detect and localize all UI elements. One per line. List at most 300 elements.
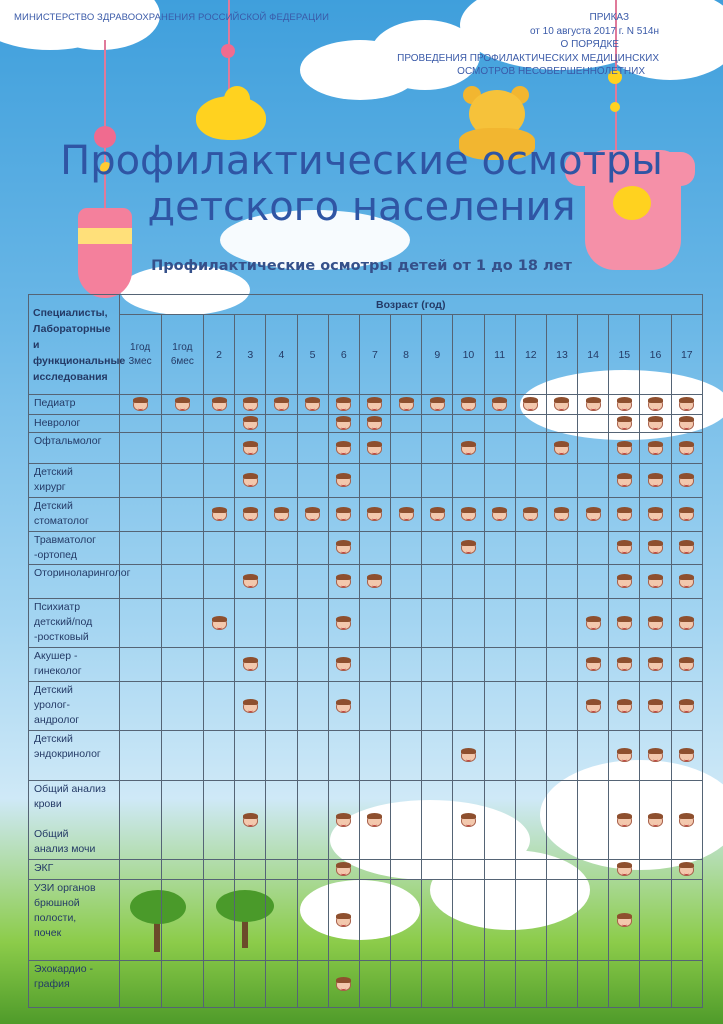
baby-face-icon [399, 508, 414, 521]
schedule-cell [422, 433, 453, 463]
baby-face-icon [617, 575, 632, 588]
schedule-cell [266, 781, 297, 860]
schedule-cell [671, 730, 702, 781]
baby-face-icon [679, 541, 694, 554]
age-header: 14 [578, 315, 609, 395]
baby-face-icon [679, 749, 694, 762]
baby-face-icon [586, 508, 601, 521]
age-header: 15 [609, 315, 640, 395]
schedule-cell [609, 682, 640, 731]
schedule-cell [391, 395, 422, 415]
schedule-cell [266, 433, 297, 463]
baby-face-icon [461, 541, 476, 554]
baby-face-icon [679, 814, 694, 827]
baby-face-icon [336, 508, 351, 521]
baby-face-icon [461, 749, 476, 762]
age-header: 9 [422, 315, 453, 395]
baby-face-icon [336, 474, 351, 487]
schedule-cell [203, 880, 234, 961]
schedule-cell [578, 498, 609, 531]
schedule-cell [266, 730, 297, 781]
age-header: 1год 6мес [161, 315, 203, 395]
schedule-cell [609, 433, 640, 463]
schedule-cell [578, 415, 609, 433]
schedule-cell [453, 647, 484, 681]
schedule-cell [266, 395, 297, 415]
schedule-cell [422, 880, 453, 961]
schedule-cell [203, 599, 234, 648]
schedule-cell [640, 564, 671, 598]
schedule-cell [203, 730, 234, 781]
schedule-cell [546, 531, 577, 564]
schedule-cell [640, 647, 671, 681]
schedule-cell [203, 395, 234, 415]
schedule-cell [119, 415, 161, 433]
schedule-cell [671, 531, 702, 564]
baby-face-icon [617, 508, 632, 521]
table-row [29, 564, 703, 598]
schedule-cell [297, 463, 328, 497]
schedule-cell [391, 730, 422, 781]
schedule-cell [391, 647, 422, 681]
schedule-cell [484, 395, 515, 415]
schedule-cell [671, 781, 702, 860]
baby-face-icon [461, 814, 476, 827]
schedule-cell [671, 433, 702, 463]
baby-face-icon [336, 417, 351, 430]
schedule-cell [328, 463, 359, 497]
schedule-cell [609, 880, 640, 961]
specialist-label: Эхокардио - графия [29, 961, 120, 1008]
schedule-cell [515, 961, 546, 1008]
baby-face-icon [399, 398, 414, 411]
schedule-cell [235, 498, 266, 531]
baby-face-icon [679, 398, 694, 411]
schedule-cell [453, 531, 484, 564]
baby-face-icon [523, 398, 538, 411]
schedule-cell [453, 961, 484, 1008]
schedule-cell [266, 564, 297, 598]
schedule-cell [671, 599, 702, 648]
baby-face-icon [648, 749, 663, 762]
schedule-cell [640, 961, 671, 1008]
baby-face-icon [243, 700, 258, 713]
schedule-cell [609, 463, 640, 497]
schedule-cell [266, 961, 297, 1008]
schedule-cell [359, 531, 390, 564]
schedule-cell [266, 647, 297, 681]
schedule-cell [161, 415, 203, 433]
schedule-cell [235, 961, 266, 1008]
schedule-cell [297, 395, 328, 415]
schedule-cell [161, 647, 203, 681]
schedule-cell [391, 531, 422, 564]
schedule-cell [266, 463, 297, 497]
schedule-cell [297, 880, 328, 961]
specialist-label: Детский стоматолог [29, 498, 120, 531]
specialist-label: Невролог [29, 415, 120, 433]
schedule-cell [453, 498, 484, 531]
schedule-cell [391, 415, 422, 433]
schedule-cell [161, 433, 203, 463]
schedule-cell [328, 880, 359, 961]
specialist-label: УЗИ органов брюшной полости, почек [29, 880, 120, 961]
baby-face-icon [617, 617, 632, 630]
baby-face-icon [274, 508, 289, 521]
schedule-cell [297, 498, 328, 531]
schedule-cell [640, 880, 671, 961]
baby-face-icon [243, 442, 258, 455]
schedule-cell [484, 961, 515, 1008]
schedule-cell [578, 463, 609, 497]
schedule-cell [359, 961, 390, 1008]
baby-face-icon [617, 814, 632, 827]
schedule-cell [578, 880, 609, 961]
baby-face-icon [648, 474, 663, 487]
schedule-cell [391, 961, 422, 1008]
schedule-cell [422, 564, 453, 598]
schedule-cell [391, 860, 422, 880]
schedule-cell [546, 860, 577, 880]
schedule-cell [359, 781, 390, 860]
schedule-cell [484, 415, 515, 433]
specialist-label: Детский хирург [29, 463, 120, 497]
schedule-cell [161, 395, 203, 415]
baby-face-icon [336, 658, 351, 671]
schedule-cell [266, 531, 297, 564]
baby-face-icon [243, 474, 258, 487]
baby-face-icon [461, 398, 476, 411]
schedule-cell [546, 415, 577, 433]
baby-face-icon [336, 398, 351, 411]
baby-face-icon [648, 508, 663, 521]
baby-face-icon [679, 658, 694, 671]
schedule-cell [640, 730, 671, 781]
schedule-cell [609, 531, 640, 564]
baby-face-icon [648, 658, 663, 671]
baby-face-icon [367, 417, 382, 430]
schedule-cell [235, 860, 266, 880]
schedule-cell [515, 599, 546, 648]
schedule-cell [422, 682, 453, 731]
schedule-cell [609, 961, 640, 1008]
schedule-cell [609, 395, 640, 415]
age-header: 16 [640, 315, 671, 395]
baby-face-icon [336, 914, 351, 927]
schedule-cell [203, 647, 234, 681]
age-header: 8 [391, 315, 422, 395]
schedule-cell [119, 395, 161, 415]
table-row [29, 395, 703, 415]
schedule-cell [640, 433, 671, 463]
specialist-label: ЭКГ [29, 860, 120, 880]
age-header: 7 [359, 315, 390, 395]
table-row [29, 781, 703, 860]
schedule-cell [515, 880, 546, 961]
baby-face-icon [175, 398, 190, 411]
baby-face-icon [554, 398, 569, 411]
schedule-cell [546, 961, 577, 1008]
schedule-cell [484, 463, 515, 497]
schedule-cell [203, 433, 234, 463]
schedule-cell [161, 599, 203, 648]
schedule-cell [515, 730, 546, 781]
schedule-cell [671, 463, 702, 497]
schedule-cell [235, 682, 266, 731]
specialist-label: Оториноларинголог [29, 564, 120, 598]
schedule-cell [546, 647, 577, 681]
schedule-cell [328, 647, 359, 681]
schedule-cell [453, 682, 484, 731]
schedule-cell [609, 860, 640, 880]
schedule-cell [546, 880, 577, 961]
schedule-cell [161, 860, 203, 880]
schedule-cell [484, 433, 515, 463]
schedule-cell [161, 880, 203, 961]
schedule-cell [359, 395, 390, 415]
baby-face-icon [648, 814, 663, 827]
schedule-cell [359, 599, 390, 648]
schedule-cell [515, 531, 546, 564]
baby-face-icon [554, 508, 569, 521]
schedule-cell [515, 463, 546, 497]
schedule-cell [161, 498, 203, 531]
age-header: 17 [671, 315, 702, 395]
schedule-cell [578, 730, 609, 781]
schedule-cell [203, 781, 234, 860]
baby-face-icon [274, 398, 289, 411]
baby-face-icon [305, 398, 320, 411]
schedule-cell [203, 682, 234, 731]
schedule-cell [640, 463, 671, 497]
baby-face-icon [367, 508, 382, 521]
schedule-cell [203, 564, 234, 598]
schedule-cell [391, 781, 422, 860]
schedule-cell [203, 860, 234, 880]
schedule-cell [671, 415, 702, 433]
schedule-cell [515, 395, 546, 415]
schedule-cell [235, 880, 266, 961]
schedule-cell [266, 682, 297, 731]
schedule-cell [161, 961, 203, 1008]
schedule-cell [578, 564, 609, 598]
schedule-cell [161, 781, 203, 860]
table-row [29, 880, 703, 961]
baby-face-icon [336, 442, 351, 455]
schedule-cell [609, 498, 640, 531]
schedule-cell [609, 599, 640, 648]
baby-face-icon [679, 442, 694, 455]
exam-schedule-table [28, 294, 703, 1008]
schedule-cell [391, 880, 422, 961]
baby-face-icon [617, 749, 632, 762]
schedule-cell [484, 531, 515, 564]
baby-face-icon [586, 398, 601, 411]
schedule-cell [328, 599, 359, 648]
page-title [0, 138, 723, 230]
baby-face-icon [648, 700, 663, 713]
schedule-cell [609, 647, 640, 681]
baby-face-icon [586, 700, 601, 713]
schedule-cell [297, 599, 328, 648]
schedule-cell [640, 860, 671, 880]
schedule-cell [671, 682, 702, 731]
schedule-cell [484, 682, 515, 731]
schedule-cell [422, 860, 453, 880]
baby-face-icon [679, 417, 694, 430]
schedule-cell [119, 463, 161, 497]
table-body [29, 395, 703, 1008]
age-group-header: Возраст (год) [119, 295, 702, 315]
order-label: ПРИКАЗ [589, 12, 629, 23]
specialist-label: Общий анализ крови Общий анализ мочи [29, 781, 120, 860]
baby-face-icon [336, 575, 351, 588]
schedule-cell [297, 682, 328, 731]
table-row [29, 860, 703, 880]
specialist-label: Травматолог -ортопед [29, 531, 120, 564]
schedule-cell [671, 647, 702, 681]
schedule-cell [515, 433, 546, 463]
baby-face-icon [648, 617, 663, 630]
baby-face-icon [648, 442, 663, 455]
baby-face-icon [617, 700, 632, 713]
schedule-cell [391, 682, 422, 731]
schedule-cell [297, 415, 328, 433]
schedule-cell [328, 781, 359, 860]
schedule-cell [422, 415, 453, 433]
baby-face-icon [336, 541, 351, 554]
schedule-cell [453, 599, 484, 648]
schedule-cell [119, 961, 161, 1008]
table-row [29, 647, 703, 681]
baby-face-icon [617, 417, 632, 430]
table-row [29, 599, 703, 648]
schedule-cell [391, 463, 422, 497]
schedule-cell [203, 531, 234, 564]
schedule-cell [422, 961, 453, 1008]
table-corner-header: Специалисты, Лабораторные и функциональные исследования [29, 295, 120, 395]
schedule-cell [484, 599, 515, 648]
schedule-cell [266, 415, 297, 433]
schedule-cell [359, 463, 390, 497]
schedule-cell [297, 860, 328, 880]
schedule-cell [640, 599, 671, 648]
table-row [29, 961, 703, 1008]
page-title-line1: Профилактические осмотры [60, 138, 663, 184]
schedule-cell [297, 433, 328, 463]
baby-face-icon [133, 398, 148, 411]
schedule-cell [328, 433, 359, 463]
schedule-cell [161, 682, 203, 731]
schedule-cell [235, 730, 266, 781]
baby-face-icon [430, 398, 445, 411]
schedule-cell [328, 395, 359, 415]
schedule-cell [359, 564, 390, 598]
ministry-name: МИНИСТЕРСТВО ЗДРАВООХРАНЕНИЯ РОССИЙСКОЙ ФЕДЕРАЦИИ [14, 12, 330, 23]
schedule-cell [203, 415, 234, 433]
schedule-cell [484, 730, 515, 781]
schedule-cell [422, 395, 453, 415]
baby-face-icon [212, 398, 227, 411]
schedule-cell [161, 531, 203, 564]
schedule-cell [161, 730, 203, 781]
schedule-cell [161, 564, 203, 598]
baby-face-icon [336, 617, 351, 630]
schedule-cell [515, 781, 546, 860]
schedule-cell [297, 730, 328, 781]
schedule-cell [235, 463, 266, 497]
schedule-cell [515, 682, 546, 731]
baby-face-icon [586, 617, 601, 630]
schedule-cell [484, 498, 515, 531]
schedule-cell [119, 781, 161, 860]
schedule-cell [422, 498, 453, 531]
schedule-cell [578, 781, 609, 860]
baby-face-icon [679, 508, 694, 521]
specialist-label: Офтальмолог [29, 433, 120, 463]
schedule-cell [515, 647, 546, 681]
schedule-cell [671, 860, 702, 880]
schedule-cell [359, 880, 390, 961]
schedule-cell [297, 564, 328, 598]
schedule-cell [453, 781, 484, 860]
schedule-cell [671, 880, 702, 961]
baby-face-icon [523, 508, 538, 521]
schedule-cell [235, 415, 266, 433]
baby-face-icon [461, 442, 476, 455]
baby-face-icon [243, 398, 258, 411]
specialist-label: Психиатр детский/под -ростковый [29, 599, 120, 648]
baby-face-icon [679, 700, 694, 713]
schedule-cell [484, 564, 515, 598]
specialist-label: Акушер - гинеколог [29, 647, 120, 681]
schedule-cell [578, 433, 609, 463]
table-row [29, 682, 703, 731]
schedule-cell [546, 395, 577, 415]
schedule-cell [119, 880, 161, 961]
schedule-cell [640, 498, 671, 531]
schedule-cell [203, 463, 234, 497]
schedule-cell [578, 395, 609, 415]
page-title-line2: детского населения [147, 184, 576, 230]
age-header: 11 [484, 315, 515, 395]
schedule-cell [422, 781, 453, 860]
age-header: 3 [235, 315, 266, 395]
schedule-cell [578, 961, 609, 1008]
schedule-cell [391, 564, 422, 598]
schedule-cell [546, 433, 577, 463]
schedule-cell [328, 415, 359, 433]
schedule-cell [640, 395, 671, 415]
baby-face-icon [212, 617, 227, 630]
schedule-cell [671, 564, 702, 598]
baby-face-icon [243, 508, 258, 521]
schedule-cell [515, 860, 546, 880]
baby-face-icon [243, 658, 258, 671]
schedule-cell [328, 498, 359, 531]
schedule-cell [515, 498, 546, 531]
schedule-cell [484, 647, 515, 681]
schedule-cell [546, 781, 577, 860]
schedule-cell [484, 781, 515, 860]
schedule-cell [203, 961, 234, 1008]
baby-face-icon [648, 417, 663, 430]
baby-face-icon [336, 814, 351, 827]
schedule-cell [609, 415, 640, 433]
schedule-cell [119, 860, 161, 880]
schedule-cell [578, 682, 609, 731]
schedule-cell [453, 880, 484, 961]
